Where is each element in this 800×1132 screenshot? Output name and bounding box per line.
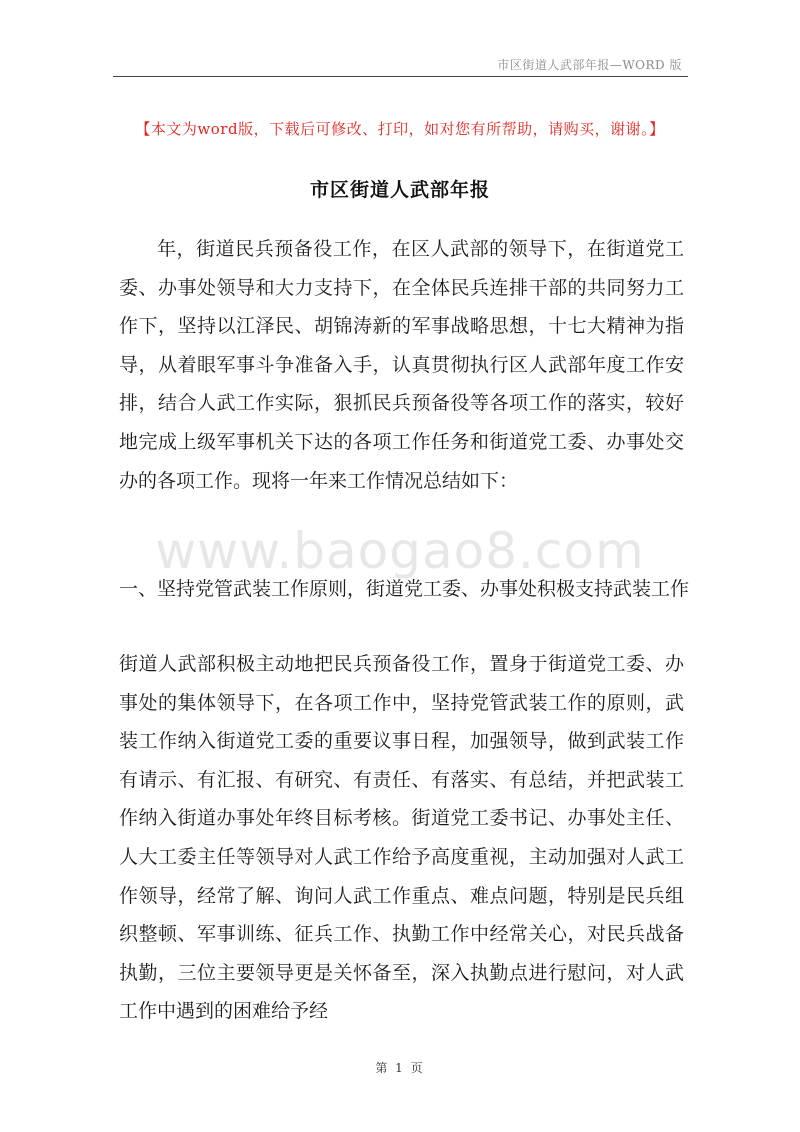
document-title: 市区街道人武部年报 <box>309 179 490 201</box>
running-header: 市区街道人武部年报—WORD 版 <box>497 58 682 72</box>
body-paragraph: 街道人武部积极主动地把民兵预备役工作，置身于街道党工委、办事处的集体领导下，在各项工作中，坚持党管武装工作的原则，武装工作纳入街道党工委的重要议事日程，加强领导，做到武装工作有请示、有汇报、有研究、有责任、有落实、有总结，并把武装工作纳入街道办事处年终目标考核。街道党工委书记、办事处主任、人大工委主任等领导对人武工作给予高度重视，主动加强对人武工作领导，经常了解、询问人武工作重点、难点问题，特别是民兵组织整顿、军事训练、征兵工作、执勤工作中经常关心，对民兵战备执勤，三位主要领导更是关怀备至，深入执勤点进行慰问，对人武工作中遇到的困难给予经 <box>119 653 684 1023</box>
purchase-notice: 【本文为word版，下载后可修改、打印，如对您有所帮助，请购买，谢谢。】 <box>135 120 665 138</box>
page-number: 第 1 页 <box>375 1061 425 1075</box>
header-divider <box>113 76 688 77</box>
intro-paragraph: 年，街道民兵预备役工作，在区人武部的领导下，在街道党工委、办事处领导和大力支持下，在全体民兵连排干部的共同努力工作下，坚持以江泽民、胡锦涛新的军事战略思想，十七大精神为指导，从着眼军事斗争准备入手，认真贯彻执行区人武部年度工作安排，结合人武工作实际，狠抓民兵预备役等各项工作的落实，较好地完成上级军事机关下达的各项工作任务和街道党工委、办事处交办的各项工作。现将一年来工作情况总结如下： <box>119 238 684 492</box>
section-heading: 一、坚持党管武装工作原则，街道党工委、办事处积极支持武装工作 <box>119 578 690 600</box>
watermark: www.baogao8.com <box>155 522 645 580</box>
